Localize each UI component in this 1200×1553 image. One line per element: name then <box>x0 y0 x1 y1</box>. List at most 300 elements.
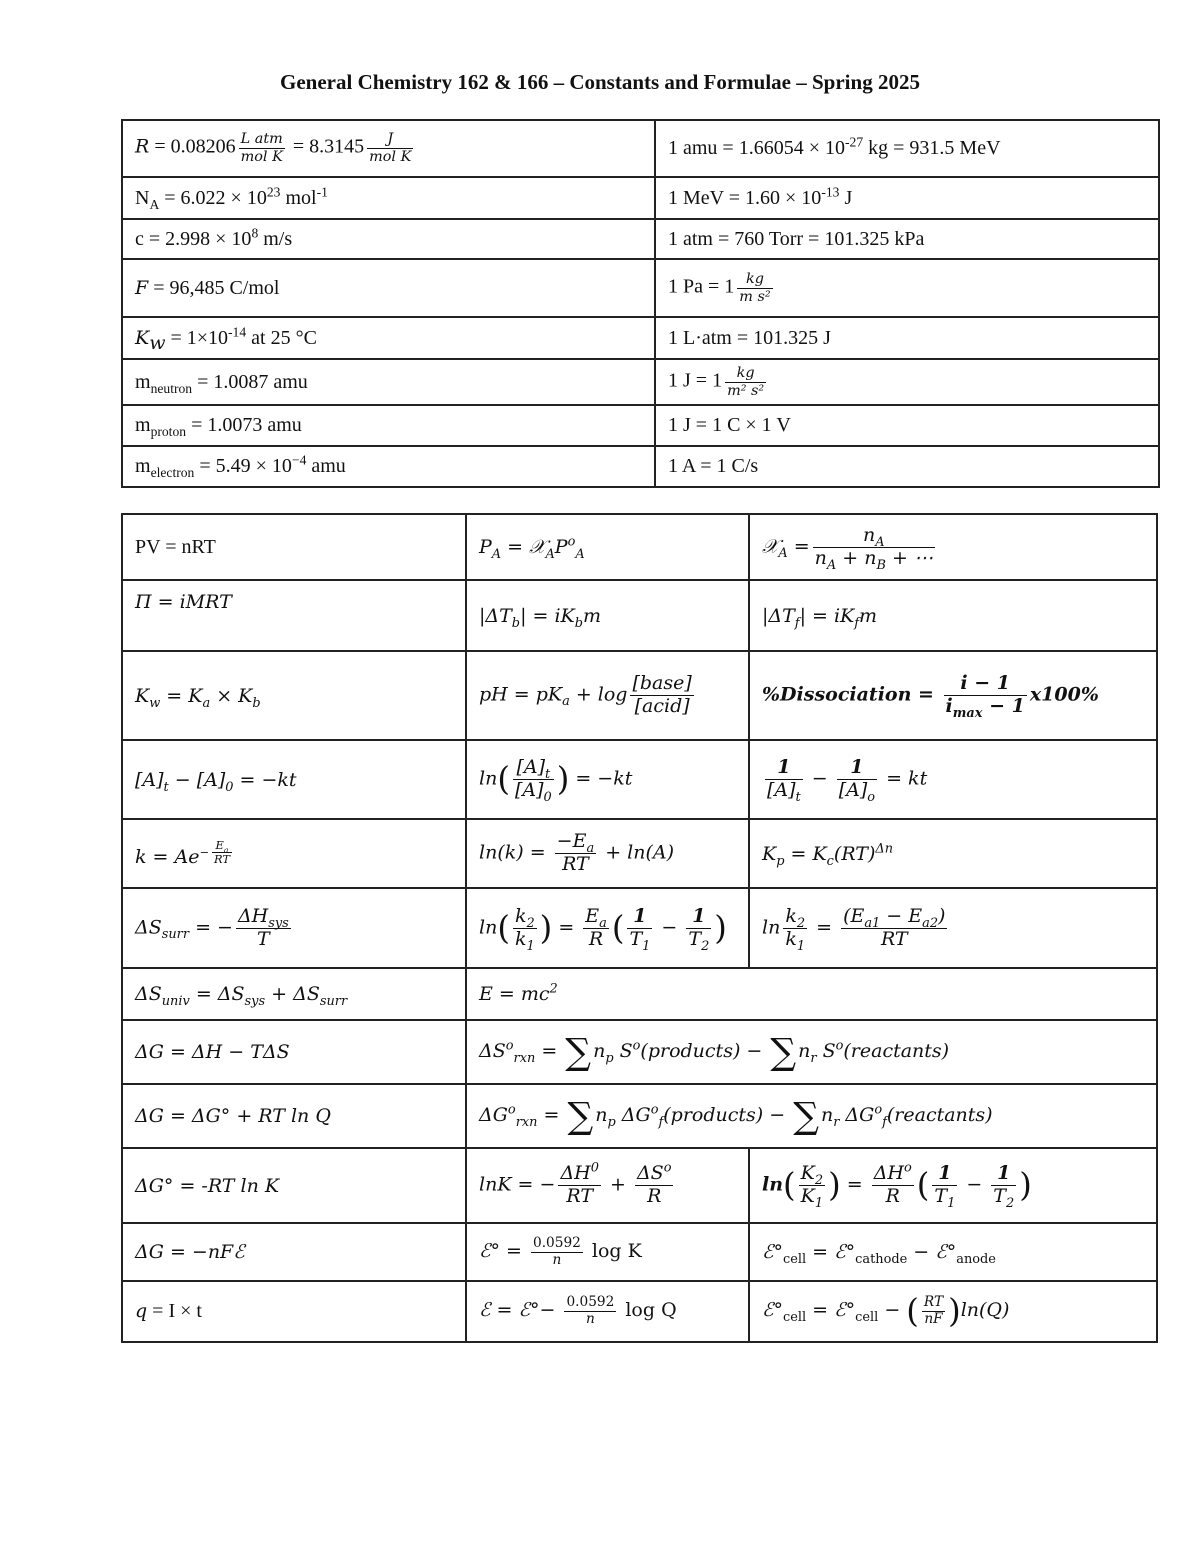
symbol: F <box>135 276 149 299</box>
text: (reactants) <box>843 1040 950 1062</box>
van-t-hoff-two-temp-cell <box>749 1148 1157 1223</box>
text: = 1.0073 amu <box>186 414 302 436</box>
constants-table <box>121 119 1160 488</box>
numerator: 1 <box>686 906 711 929</box>
text: ΔH <box>873 1162 904 1185</box>
numerator: RT <box>923 1294 944 1311</box>
numerator <box>783 906 807 929</box>
text: 1 J = 1 <box>668 369 723 392</box>
numerator: 1 <box>627 906 652 929</box>
superscript: 0 <box>590 1160 599 1176</box>
paren: ) <box>828 1166 841 1205</box>
text: | = iK <box>799 604 855 627</box>
raoult-cell <box>466 514 749 580</box>
text: = <box>840 1173 869 1196</box>
text: %Dissociation = <box>762 683 941 706</box>
text: = 1×10 <box>165 326 229 349</box>
subscript: rxn <box>513 1050 536 1066</box>
subscript: p <box>605 1050 614 1066</box>
denominator: mol K <box>240 149 283 165</box>
subscript: neutron <box>150 380 193 396</box>
pascal-cell <box>655 259 1159 317</box>
nernst-cell <box>466 1281 749 1342</box>
subscript: f <box>658 1114 664 1130</box>
fraction <box>627 904 652 954</box>
paren: ) <box>539 908 553 947</box>
fraction <box>555 831 597 876</box>
text: K <box>135 684 150 707</box>
denominator <box>837 779 877 805</box>
subscript: a <box>223 845 229 855</box>
second-order-cell <box>749 740 1157 819</box>
numerator: 0.0592 <box>533 1234 581 1251</box>
text: J <box>839 186 853 209</box>
symbol: N <box>135 186 150 209</box>
formulae-table <box>121 513 1158 1343</box>
superscript: o <box>632 1038 641 1054</box>
fraction <box>725 365 766 399</box>
text: ℰ° <box>762 1299 784 1322</box>
denominator: RT <box>562 853 589 875</box>
symbol: m <box>135 455 151 477</box>
subscript: 2 <box>701 938 710 954</box>
denominator: nF <box>924 1311 943 1327</box>
text: pH = pK <box>479 683 563 706</box>
text: m/s <box>258 227 293 250</box>
osmotic-cell: Π = iMRT <box>122 580 466 651</box>
percent-dissociation-cell <box>749 651 1157 740</box>
text: ΔS <box>636 1162 664 1185</box>
subscript: sys <box>244 993 266 1009</box>
superscript: 2 <box>549 981 558 997</box>
superscript: Δn <box>875 841 894 857</box>
text: [A] <box>135 768 164 791</box>
text: log Q <box>619 1299 677 1322</box>
text: = 1.0087 amu <box>192 370 308 393</box>
sum-sign: ∑ <box>793 1094 819 1137</box>
text: = <box>537 1104 566 1126</box>
text: −E <box>556 830 587 853</box>
fraction <box>635 1160 674 1208</box>
delta-s-surr-cell <box>122 888 466 968</box>
text: ln <box>479 767 498 790</box>
subscript: f <box>794 615 800 631</box>
charge-cell <box>122 1281 466 1342</box>
text: K <box>800 1185 815 1207</box>
text: ℰ = ℰ°− <box>479 1299 562 1322</box>
subscript: B <box>876 557 886 573</box>
numerator <box>635 1160 674 1186</box>
text: − E <box>880 904 923 927</box>
text: = ℰ° <box>806 1241 856 1263</box>
text: = <box>552 916 581 938</box>
text: | = iK <box>520 604 575 627</box>
exponent: -14 <box>228 323 247 339</box>
table-row <box>122 580 1157 651</box>
joule-kg-cell <box>655 359 1159 405</box>
text: K <box>800 1162 815 1185</box>
text: 𝒳 <box>762 535 779 557</box>
subscript: A <box>575 546 585 562</box>
text: n <box>798 1040 811 1062</box>
exponent: 8 <box>251 224 259 240</box>
fraction <box>513 756 554 805</box>
subscript: A <box>149 196 160 212</box>
denominator <box>813 546 935 573</box>
text: n <box>814 546 827 569</box>
text: ln <box>479 916 498 938</box>
gas-constant-cell <box>122 120 655 177</box>
text: − [A] <box>168 768 226 791</box>
fraction <box>686 904 711 954</box>
subscript: f <box>854 615 860 631</box>
subscript: A <box>491 546 502 562</box>
subscript: max <box>952 705 983 721</box>
paren: ( <box>611 908 625 947</box>
text: k <box>785 927 797 950</box>
numerator <box>236 906 291 929</box>
numerator: L atm <box>239 131 285 149</box>
text: = 5.49 × 10 <box>194 455 292 477</box>
denominator: n <box>552 1251 562 1268</box>
paren: ( <box>916 1166 930 1205</box>
exponent: −4 <box>291 452 307 468</box>
value: = 8.3145 <box>287 136 365 159</box>
subscript: 1 <box>796 938 806 954</box>
table-row <box>122 651 1157 740</box>
text: ℰ° = <box>479 1240 529 1262</box>
subscript: rxn <box>515 1114 538 1130</box>
subscript: b <box>511 615 521 631</box>
text: |ΔT <box>479 604 512 627</box>
denominator: m² s² <box>727 382 765 399</box>
fraction <box>367 131 413 165</box>
fraction <box>558 1160 601 1208</box>
table-row <box>122 819 1157 888</box>
exponent: -27 <box>845 134 864 150</box>
numerator: J <box>367 131 413 149</box>
table-row <box>122 120 1159 177</box>
text: n <box>593 1040 606 1062</box>
subscript: 0 <box>225 779 234 795</box>
two-temp-arrhenius-cell <box>466 888 749 968</box>
amu-cell <box>655 120 1159 177</box>
ampere-cell: 1 A = 1 C/s <box>655 446 1159 487</box>
text: c = 2.998 × 10 <box>135 227 252 250</box>
fraction <box>991 1162 1016 1211</box>
paren: ( <box>497 908 510 947</box>
fraction <box>872 1160 914 1208</box>
avogadro-cell <box>122 177 655 219</box>
subscript: t <box>795 789 801 805</box>
ideal-gas-cell: PV = nRT <box>122 514 466 580</box>
gibbs-q-cell: ΔG = ΔG° + RT ln Q <box>122 1084 466 1148</box>
bp-elevation-cell <box>466 580 749 651</box>
table-row <box>122 1148 1157 1223</box>
subscript: A <box>778 545 788 561</box>
table-row <box>122 317 1159 359</box>
table-row <box>122 1223 1157 1281</box>
gibbs-cell: ΔG = ΔH − TΔS <box>122 1020 466 1084</box>
subscript: 1 <box>947 1195 956 1211</box>
text: q <box>135 1300 148 1322</box>
numerator: 0.0592 <box>566 1294 615 1311</box>
value: = 0.08206 <box>149 136 236 159</box>
table-row <box>122 1084 1157 1148</box>
fraction <box>837 756 877 805</box>
mole-fraction-cell <box>749 514 1157 580</box>
text: ΔH <box>237 904 269 927</box>
subscript: A <box>875 534 885 550</box>
text: T <box>993 1185 1006 1207</box>
text: amu <box>306 455 346 477</box>
subscript: 1 <box>526 938 535 954</box>
denominator: R <box>647 1185 662 1207</box>
text: [A] <box>838 779 868 801</box>
paren: ) <box>714 908 727 947</box>
text: + log <box>569 683 628 706</box>
kw-cell <box>122 317 655 359</box>
sum-sign: ∑ <box>567 1094 594 1137</box>
fraction <box>765 756 803 805</box>
text: − <box>878 1299 907 1322</box>
text: = K <box>784 842 827 865</box>
denominator: n <box>585 1311 595 1327</box>
text: S <box>613 1040 633 1062</box>
denominator <box>513 927 537 954</box>
text: = K <box>160 684 203 707</box>
superscript: o <box>507 1102 516 1118</box>
text: n <box>820 1104 834 1126</box>
mass-energy-cell <box>466 968 1157 1020</box>
fraction <box>799 1162 825 1211</box>
text: log K <box>585 1240 642 1262</box>
subscript: 0 <box>543 789 552 805</box>
nernst-ln-cell <box>749 1281 1157 1342</box>
text: E <box>215 838 224 853</box>
text: ) <box>938 904 946 927</box>
denominator: RT <box>214 852 231 867</box>
subscript: a1 <box>864 915 881 931</box>
fraction <box>236 906 291 951</box>
subscript: univ <box>161 993 190 1009</box>
subscript: cell <box>855 1310 879 1326</box>
electron-mass-cell <box>122 446 655 487</box>
speed-of-light-cell <box>122 219 655 259</box>
subscript: a <box>202 695 211 711</box>
subscript: A <box>545 546 555 562</box>
catalyst-rate-cell <box>749 888 1157 968</box>
gibbs-k-cell: ΔG° = -RT ln K <box>122 1148 466 1223</box>
table-row <box>122 359 1159 405</box>
text: = −kt <box>569 767 633 790</box>
numerator <box>841 906 947 929</box>
text: 1 amu = 1.66054 × 10 <box>668 137 845 159</box>
numerator <box>558 1160 601 1186</box>
text: 1 Pa = 1 <box>668 275 735 298</box>
text: T <box>934 1185 948 1207</box>
text: k <box>514 904 527 927</box>
text: = 96,485 C/mol <box>148 276 280 299</box>
text: T <box>629 927 643 950</box>
numerator: [base] <box>632 672 692 695</box>
text: ΔS <box>135 916 162 938</box>
text: (RT) <box>833 842 876 865</box>
neutron-mass-cell <box>122 359 655 405</box>
denominator: RT <box>880 927 908 950</box>
subscript: r <box>833 1114 840 1130</box>
kp-kc-cell <box>749 819 1157 888</box>
numerator <box>212 839 232 853</box>
exponent: -1 <box>316 183 328 199</box>
van-t-hoff-cell <box>466 1148 749 1223</box>
numerator <box>555 831 597 854</box>
text: mol <box>280 186 317 209</box>
subscript: w <box>149 331 166 354</box>
fraction <box>841 906 947 951</box>
superscript: o <box>505 1038 514 1054</box>
denominator: m s² <box>739 288 771 305</box>
text: S <box>816 1040 836 1062</box>
text: ΔG <box>839 1104 875 1126</box>
text: m <box>859 604 878 627</box>
fraction <box>239 131 285 165</box>
subscript: surr <box>319 993 348 1009</box>
text: lnK = − <box>479 1173 556 1196</box>
text: [A] <box>514 779 544 801</box>
text: T <box>688 927 702 950</box>
superscript: o <box>650 1102 659 1118</box>
text: = ΔS <box>189 983 245 1005</box>
standard-potential-cell <box>466 1223 749 1281</box>
text: = <box>810 916 839 938</box>
text: m <box>583 604 602 627</box>
denominator: RT <box>566 1185 594 1207</box>
delta-s-univ-cell <box>122 968 466 1020</box>
paren: ) <box>556 760 570 799</box>
text: [A] <box>767 779 796 801</box>
superscript: o <box>903 1160 912 1176</box>
arrhenius-ln-cell <box>466 819 749 888</box>
henderson-hasselbalch-cell <box>466 651 749 740</box>
latm-cell: 1 L·atm = 101.325 J <box>655 317 1159 359</box>
text: + ΔS <box>265 983 320 1005</box>
numerator <box>583 906 609 929</box>
text: × K <box>210 684 253 707</box>
delta-g-rxn-cell <box>466 1084 1157 1148</box>
subscript: cell <box>783 1310 807 1326</box>
denominator: R <box>588 927 604 950</box>
fraction <box>813 523 935 573</box>
symbol: m <box>135 370 151 393</box>
text: − 1 <box>982 695 1025 717</box>
text: ℰ° <box>762 1241 784 1263</box>
text: P <box>479 536 492 558</box>
fraction <box>737 271 772 305</box>
text: (products) − <box>640 1040 769 1062</box>
arrhenius-cell <box>122 819 466 888</box>
numerator: 1 <box>837 757 877 780</box>
text: (products) − <box>663 1104 792 1126</box>
denominator <box>944 695 1027 721</box>
subscript: 1 <box>642 938 651 954</box>
text: − <box>655 916 684 938</box>
subscript: 2 <box>526 915 535 931</box>
table-row <box>122 514 1157 580</box>
zero-order-cell <box>122 740 466 819</box>
numerator: 1 <box>991 1163 1016 1186</box>
numerator: 1 <box>765 757 803 780</box>
superscript <box>199 838 235 867</box>
text: ΔG <box>615 1104 651 1126</box>
paren: ) <box>1019 1166 1032 1205</box>
subscript: a2 <box>922 915 939 931</box>
denominator <box>991 1185 1016 1211</box>
text: k <box>785 904 797 927</box>
text: ln <box>762 916 781 938</box>
fraction <box>783 904 807 954</box>
cell-potential-cell <box>749 1223 1157 1281</box>
text: ln(Q) <box>960 1299 1010 1322</box>
paren: ( <box>783 1166 796 1205</box>
table-row <box>122 1020 1157 1084</box>
text: k <box>514 927 527 950</box>
text: ln <box>762 1173 784 1196</box>
paren: ) <box>948 1292 961 1331</box>
subscript: a <box>599 915 607 931</box>
mev-cell <box>655 177 1159 219</box>
table-row <box>122 740 1157 819</box>
table-row <box>122 219 1159 259</box>
table-row <box>122 405 1159 446</box>
text: n <box>863 523 876 546</box>
text: E <box>585 904 600 927</box>
subscript: p <box>776 853 785 869</box>
subscript: sys <box>268 915 289 931</box>
table-row <box>122 177 1159 219</box>
superscript: o <box>663 1160 672 1176</box>
text: + ⋯ <box>885 546 933 569</box>
text: n <box>595 1104 608 1126</box>
text: at 25 °C <box>246 326 317 349</box>
denominator <box>513 779 554 805</box>
numerator <box>799 1163 825 1186</box>
text: = −kt <box>233 768 297 791</box>
text: K <box>762 842 777 865</box>
text: = <box>535 1040 564 1062</box>
paren: ( <box>497 760 510 799</box>
subscript: a <box>562 694 570 710</box>
subscript: p <box>607 1114 616 1130</box>
atm-cell: 1 atm = 760 Torr = 101.325 kPa <box>655 219 1159 259</box>
text: P <box>554 536 568 558</box>
text: (reactants) <box>886 1104 993 1126</box>
subscript: o <box>867 789 876 805</box>
text: = − <box>189 916 233 938</box>
text: (E <box>843 904 865 927</box>
fraction <box>583 906 609 951</box>
proton-mass-cell <box>122 405 655 446</box>
fraction <box>932 1162 957 1211</box>
fraction <box>922 1295 945 1327</box>
superscript: o <box>567 534 576 550</box>
text: [A] <box>516 756 545 779</box>
fraction <box>944 672 1027 721</box>
subscript: t <box>163 779 169 795</box>
subscript: anode <box>956 1251 996 1267</box>
superscript: o <box>835 1038 844 1054</box>
numerator: 1 <box>932 1163 957 1186</box>
